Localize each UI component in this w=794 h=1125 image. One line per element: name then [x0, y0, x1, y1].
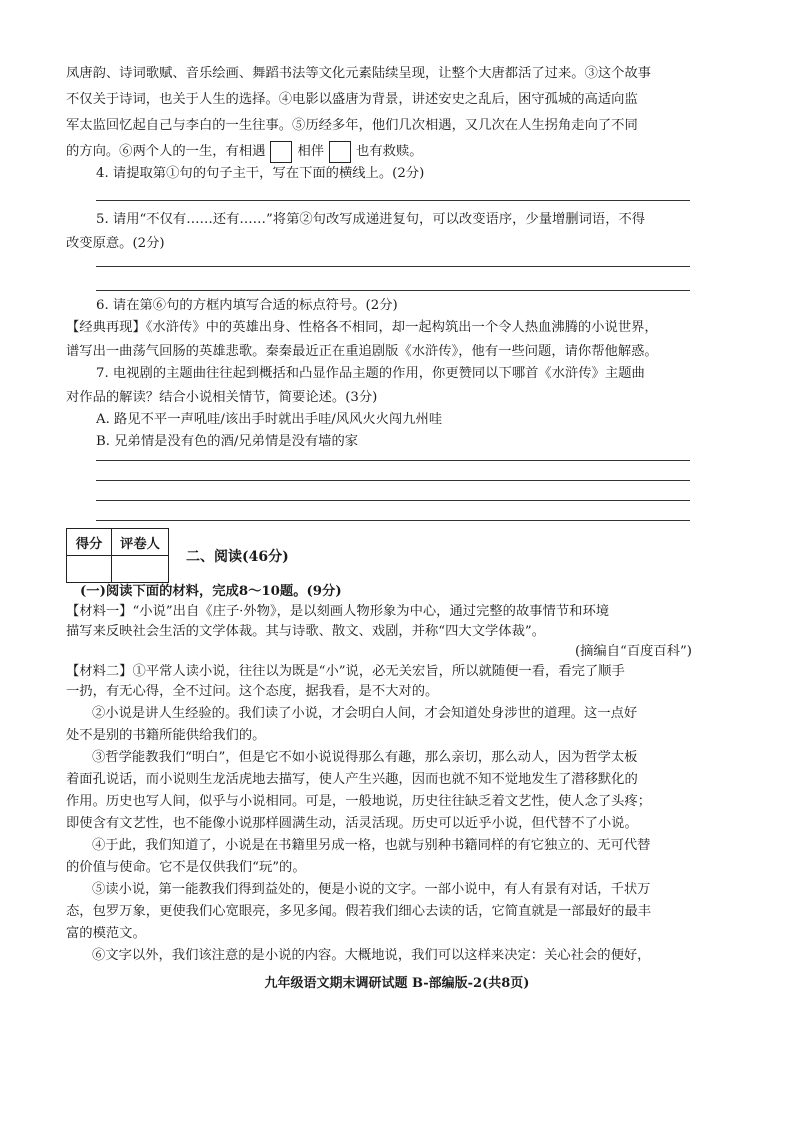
material-1-line1: 【材料一】“小说”出自《庄子·外物》，是以刻画人物形象为中心，通过完整的故事情节和环境 [66, 604, 610, 619]
paragraph-5-line2: 态，包罗万象，更使我们心宽眼亮，多见多闻。假若我们细心去读的话，它简直就是一部最好的最丰 [66, 904, 652, 919]
paragraph-2-line1: ②小说是讲人生经验的。我们读了小说，才会明白人间，才会知道处身涉世的道理。这一点好 [92, 706, 638, 721]
punctuation-box-2[interactable] [329, 141, 351, 163]
score-header: 得分 [67, 529, 112, 556]
question-5-line2: 改变原意。(2分) [66, 236, 165, 251]
paragraph-3-line3: 作用。历史也写人间，似乎与小说相同。可是，一般地说，历史往往缺乏着文艺性，使人念了头疼； [66, 794, 652, 809]
answer-line[interactable] [96, 290, 690, 291]
answer-line[interactable] [96, 500, 690, 501]
material-2-line1: 【材料二】①平常人读小说，往往以为既是“小”说，必无关宏旨，所以就随便一看，看完了顺手 [66, 664, 625, 679]
answer-line[interactable] [96, 266, 690, 267]
section-title: 二、阅读(46分) [186, 549, 289, 565]
grader-cell[interactable] [112, 556, 169, 583]
question-5-line1: 5. 请用“不仅有……还有……”将第②句改写成递进复句，可以改变语序，少量增删词语，不得 [96, 212, 646, 227]
classic-intro-line2: 谱写出一曲荡气回肠的英雄悲歌。秦秦最近正在重追剧版《水浒传》，他有一些问题，请你帮他解惑。 [66, 344, 658, 359]
material-1-source: (摘编自“百度百科”) [574, 644, 692, 659]
paragraph-3-line1: ③哲学能教我们“明白”，但是它不如小说说得那么有趣，那么亲切，那么动人，因为哲学太板 [92, 750, 638, 765]
classic-intro-line1: 【经典再现】《水浒传》中的英雄出身、性格各不相同，却一起构筑出一个令人热血沸腾的小说世界， [66, 320, 658, 335]
question-6: 6. 请在第⑥句的方框内填写合适的标点符号。(2分) [96, 298, 398, 313]
score-cell[interactable] [67, 556, 112, 583]
reading-intro: (一)阅读下面的材料，完成8～10题。(9分) [80, 584, 342, 599]
paragraph-4-line1: ④于此，我们知道了，小说是在书籍里另成一格，也就与别种书籍同样的有它独立的、无可代替 [92, 838, 651, 853]
paragraph-5-line1: ⑤读小说，第一能教我们得到益处的，便是小说的文字。一部小说中，有人有景有对话，千状万 [92, 882, 651, 897]
option-a: A. 路见不平一声吼哇/该出手时就出手哇/风风火火闯九州哇 [96, 412, 443, 427]
passage-line: 不仅关于诗词，也关于人生的选择。④电影以盛唐为背景，讲述安史之乱后，困守孤城的高适向监 [66, 92, 638, 107]
paragraph-4-line2: 的价值与使命。它不是仅供我们“玩”的。 [66, 860, 306, 875]
passage-line-with-boxes [66, 140, 692, 164]
question-4: 4. 请提取第①句的句子主干，写在下面的横线上。(2分) [96, 166, 425, 181]
answer-line[interactable] [96, 520, 690, 521]
option-b: B. 兄弟情是没有色的酒/兄弟情是没有墙的家 [96, 434, 359, 449]
page-footer: 九年级语文期末调研试题 B-部编版-2(共8页) [264, 976, 530, 991]
paragraph-3-line4: 即使含有文艺性，也不能像小说那样圆满生动，活灵活现。历史可以近乎小说，但代替不了小说。 [66, 816, 638, 831]
answer-line[interactable] [96, 460, 690, 461]
passage-line: 凤唐韵、诗词歌赋、音乐绘画、舞蹈书法等文化元素陆续呈现，让整个大唐都活了过来。③这个故事 [66, 66, 652, 81]
question-7-line1: 7. 电视剧的主题曲往往起到概括和凸显作品主题的作用，你更赞同以下哪首《水浒传》主题曲 [96, 366, 645, 381]
question-7-line2: 对作品的解读？结合小说相关情节，简要论述。(3分) [66, 390, 378, 405]
score-table [66, 528, 169, 583]
passage-text: 的方向。⑥两个人的一生，有相遇 [66, 144, 266, 159]
paragraph-2-line2: 处不是别的书籍所能供给我们的。 [66, 728, 266, 743]
passage-line: 军太监回忆起自己与李白的一生往事。⑤历经多年，他们几次相遇，又几次在人生拐角走向了不同 [66, 118, 638, 133]
paragraph-5-line3: 富的模范文。 [66, 926, 146, 941]
material-1-line2: 描写来反映社会生活的文学体裁。其与诗歌、散文、戏剧，并称“四大文学体裁”。 [66, 624, 545, 639]
punctuation-box-1[interactable] [270, 141, 292, 163]
passage-text: 相伴 [297, 144, 325, 159]
passage-text: 也有救赎。 [356, 144, 423, 159]
answer-line[interactable] [96, 480, 690, 481]
answer-line[interactable] [96, 200, 690, 201]
material-2-line2: 一扔，有无心得，全不过问。这个态度，据我看，是不大对的。 [66, 684, 439, 699]
grader-header: 评卷人 [112, 529, 169, 556]
paragraph-6-line1: ⑥文字以外，我们该注意的是小说的内容。大概地说，我们可以这样来决定：关心社会的便好， [92, 948, 651, 963]
paragraph-3-line2: 着面孔说话，而小说则生龙活虎地去描写，使人产生兴趣，因而也就不知不觉地发生了潜移默化的 [66, 772, 638, 787]
